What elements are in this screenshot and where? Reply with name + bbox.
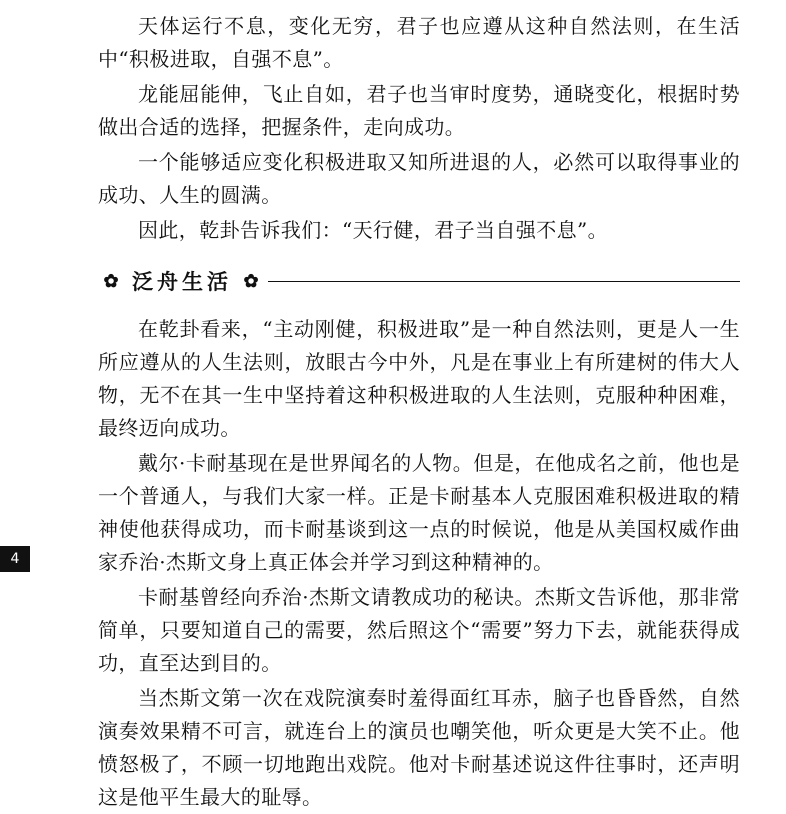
paragraph-adapt: 一个能够适应变化积极进取又知所进退的人，必然可以取得事业的成功、人生的圆满。 <box>98 150 740 207</box>
paragraph-carnegie: 戴尔·卡耐基现在是世界闻名的人物。但是，在他成名之前，他也是一个普通人，与我们大家一样。正是卡耐基本人克服困难积极进取的精神使他获得成功，而卡耐基谈到这一点的时候说，他是从美国权威作曲家乔治·杰斯文身上真正体会并学习到这种精神的。 <box>98 451 740 574</box>
paragraph-first-performance: 当杰斯文第一次在戏院演奏时羞得面红耳赤，脑子也昏昏然，自然演奏效果精不可言，就连台上的演员也嘲笑他，听众更是大笑不止。他愤怒极了，不顾一切地跑出戏院。他对卡耐基述说这件往事时，还声明这是他平生最大的耻辱。 <box>98 686 740 809</box>
heading-rule <box>268 281 740 282</box>
paragraph-life-law: 在乾卦看来，“主动刚健，积极进取”是一种自然法则，更是人一生所应遵从的人生法则，放眼古今中外，凡是在事业上有所建树的伟大人物，无不在其一生中坚持着这种积极进取的人生法则，克服种种困难，最终迈向成功。 <box>98 317 740 440</box>
paragraph-qian-quote: 因此，乾卦告诉我们：“天行健，君子当自强不息”。 <box>138 218 609 242</box>
paragraph-dragon: 龙能屈能伸，飞止自如，君子也当审时度势，通晓变化，根据时势做出合适的选择，把握条件，走向成功。 <box>98 82 740 139</box>
paragraph-nature-law: 天体运行不息，变化无穷，君子也应遵从这种自然法则，在生活中“积极进取，自强不息”。 <box>98 14 740 71</box>
heading-ornament-left-icon: ✿ <box>103 270 119 292</box>
paragraph-secret: 卡耐基曾经向乔治·杰斯文请教成功的秘诀。杰斯文告诉他，那非常简单，只要知道自己的需要，然后照这个“需要”努力下去，就能获得成功，直至达到目的。 <box>98 585 740 675</box>
document-page <box>98 10 740 814</box>
section-heading <box>98 261 740 301</box>
page-number-tab: 4 <box>0 546 30 572</box>
section-title: 泛舟生活 <box>132 270 232 294</box>
heading-ornament-right-icon: ✿ <box>243 270 259 292</box>
